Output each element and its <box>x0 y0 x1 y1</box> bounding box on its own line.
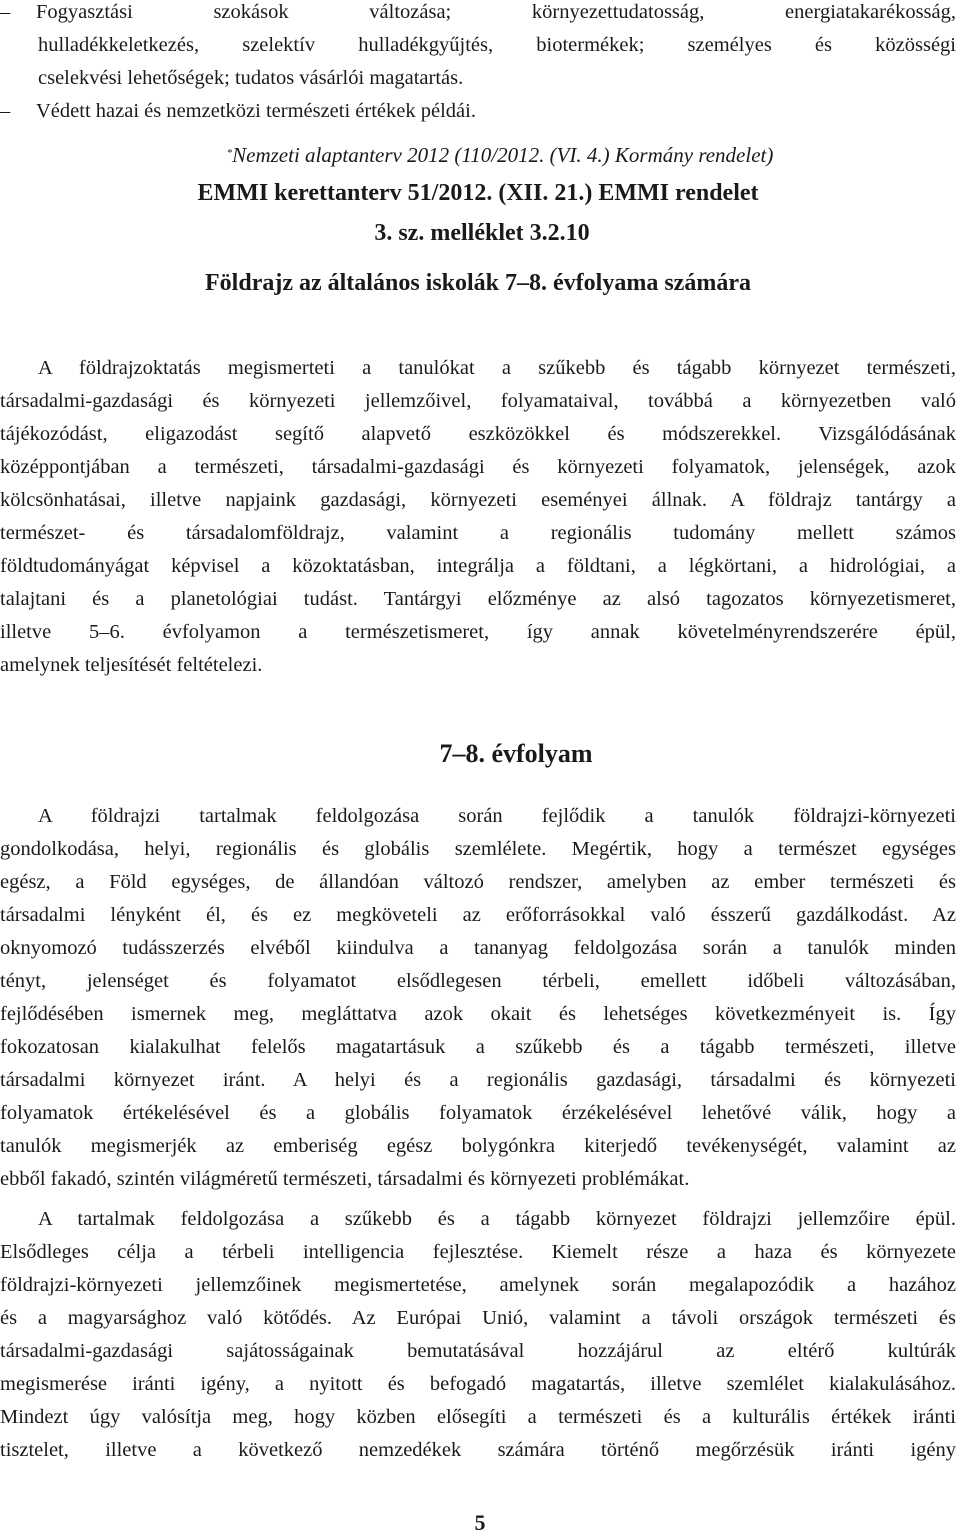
paragraph-line: és a magyarsághoz való kötődés. Az Európai Unió, valamint a távoli országok természeti és <box>0 1307 956 1329</box>
paragraph-line: középpontjában a természeti, társadalmi-gazdasági és környezeti folyamatok, jelenségek, azok <box>0 456 956 478</box>
list-item-1-line-2: hulladékkeletkezés, szelektív hulladékgyűjtés, biotermékek; személyes és közösségi <box>38 34 956 56</box>
paragraph-line: oknyomozó tudásszerzés elvéből kiindulva a tananyag feldolgozása során a tanulók minden <box>0 937 956 959</box>
grade-heading: 7–8. évfolyam <box>439 739 593 768</box>
paragraph-line: tisztelet, illetve a következő nemzedékek számára történő megőrzésük iránti igény <box>0 1439 956 1461</box>
list-item-2: – Védett hazai és nemzetközi természeti értékek példái. <box>0 95 476 128</box>
nat-reference: *Nemzeti alaptanterv 2012 (110/2012. (VI. 4.) Kormány rendelet) <box>226 143 774 167</box>
annex-reference: 3. sz. melléklet 3.2.10 <box>374 220 590 246</box>
paragraph-line: A földrajzoktatás megismerteti a tanulókat a szűkebb és tágabb környezet természeti, <box>38 357 956 379</box>
paragraph-line: tájékozódást, eligazodást segítő alapvető eszközökkel és módszerekkel. Vizsgálódásának <box>0 423 956 445</box>
paragraph-line: tényt, jelenséget és folyamatot elsődlegesen térbeli, emellett időbeli változásában, <box>0 970 956 992</box>
paragraph-line: gondolkodása, helyi, regionális és globális szemlélete. Megértik, hogy a természet egységes <box>0 838 956 860</box>
page-number: 5 <box>474 1510 486 1535</box>
paragraph-line: egész, a Föld egységes, de állandóan változó rendszer, amelyben az ember természeti és <box>0 871 956 893</box>
paragraph-line: folyamatok értékelésével és a globális folyamatok érzékelésével lehetővé válik, hogy a <box>0 1102 956 1124</box>
paragraph-line: illetve 5–6. évfolyamon a természetismeret, így annak követelményrendszerére épül, <box>0 621 956 643</box>
paragraph-line: fejlődésében ismernek meg, megláttatva azok okait és lehetséges következményeit is. Így <box>0 1003 956 1025</box>
paragraph-line: talajtani és a planetológiai tudást. Tantárgyi előzménye az alsó tagozatos környezetismeret, <box>0 588 956 610</box>
paragraph-line: megismerése iránti igény, a nyitott és befogadó magatartás, illetve szemlélet kialakulásához. <box>0 1373 956 1395</box>
list-item-1-line-1: – Fogyasztási szokások változása; környezettudatosság, energiatakarékosság, <box>0 0 956 29</box>
emmi-reference: EMMI kerettanterv 51/2012. (XII. 21.) EMMI rendelet <box>197 180 759 206</box>
paragraph-line: társadalmi környezet iránt. A helyi és a regionális gazdasági, társadalmi és környezeti <box>0 1069 956 1091</box>
paragraph-line: A földrajzi tartalmak feldolgozása során fejlődik a tanulók földrajzi-környezeti <box>38 805 956 827</box>
paragraph-line: tanulók megismerjék az emberiség egész bolygónkra kiterjedő tevékenységét, valamint az <box>0 1135 956 1157</box>
paragraph-line: amelynek teljesítését feltételezi. <box>0 654 263 676</box>
paragraph-line: társadalmi lényként él, és ez megköveteli az erőforrásokkal való ésszerű gazdálkodást. Az <box>0 904 956 926</box>
paragraph-line: Mindezt úgy valósítja meg, hogy közben elősegíti a természeti és a kulturális értékek iránti <box>0 1406 956 1428</box>
paragraph-line: természet- és társadalomföldrajz, valamint a regionális tudomány mellett számos <box>0 522 956 544</box>
paragraph-line: Elsődleges célja a térbeli intelligencia fejlesztése. Kiemelt része a haza és környezete <box>0 1241 956 1263</box>
list-marker: – <box>0 100 11 122</box>
paragraph-line: A tartalmak feldolgozása a szűkebb és a tágabb környezet földrajzi jellemzőire épül. <box>38 1208 956 1230</box>
paragraph-line: földrajzi-környezeti jellemzőinek megismertetése, amelynek során megalapozódik a hazához <box>0 1274 956 1296</box>
paragraph-line: társadalmi-gazdasági és környezeti jellemzőivel, folyamataival, továbbá a környezetben való <box>0 390 956 412</box>
footnote-mark: * <box>226 147 233 159</box>
paragraph-line: földtudományágat képvisel a közoktatásban, integrálja a földtani, a légkörtani, a hidrológiai, a <box>0 555 956 577</box>
list-marker: – <box>0 1 11 23</box>
paragraph-line: fokozatosan kialakulhat felelős magatartásuk a szűkebb és a tágabb természeti, illetve <box>0 1036 956 1058</box>
paragraph-line: ebből fakadó, szintén világméretű természeti, társadalmi és környezeti problémákat. <box>0 1168 690 1190</box>
paragraph-line: kölcsönhatásai, illetve napjaink gazdasági, környezeti eseményei állnak. A földrajz tantárgy a <box>0 489 956 511</box>
subject-title: Földrajz az általános iskolák 7–8. évfolyama számára <box>205 270 751 296</box>
list-item-1-line-3: cselekvési lehetőségek; tudatos vásárlói magatartás. <box>38 67 464 89</box>
paragraph-line: társadalmi-gazdasági sajátosságainak bemutatásával hozzájárul az eltérő kultúrák <box>0 1340 956 1362</box>
